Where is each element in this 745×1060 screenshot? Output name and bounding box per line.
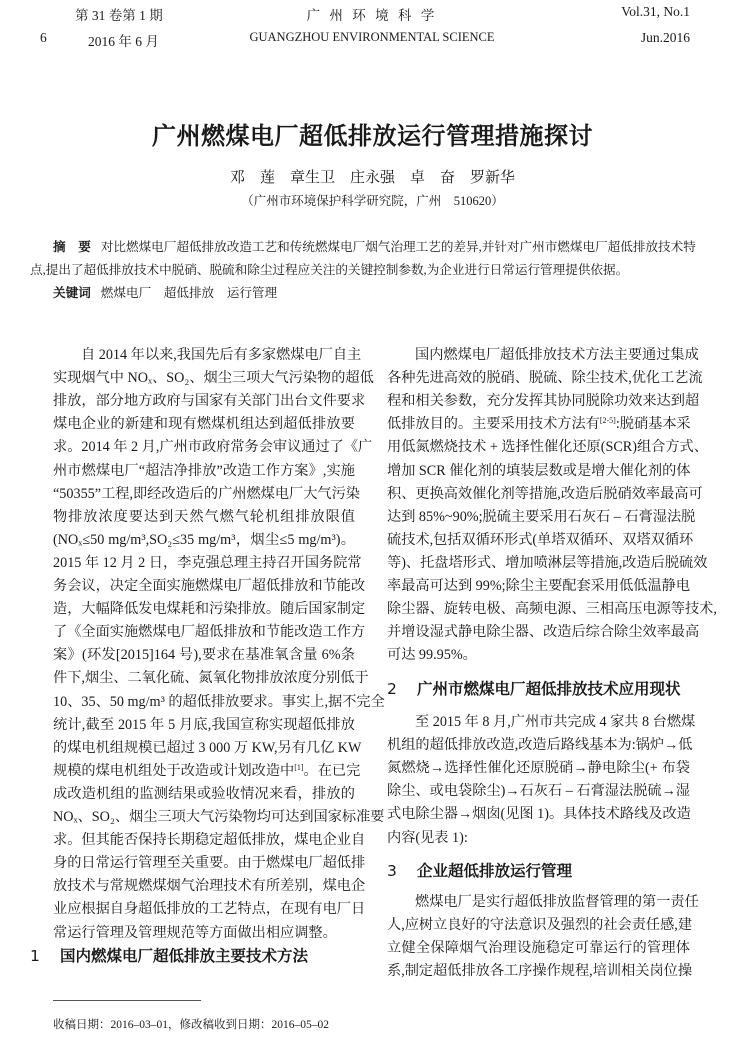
text-line: [387, 414, 690, 434]
line-text: 程和相关参数，充分发挥其协同脱除功效来达到超: [387, 393, 700, 410]
line-text: 常运行管理及管理规范等方面做出相应调整。: [53, 924, 337, 941]
line-text: 氮燃烧→选择性催化还原脱硝→静电除尘(+ 布袋: [387, 760, 690, 777]
line-text: 2015 年 12 月 2 日，李克强总理主持召开国务院常: [53, 554, 362, 571]
line-text: (NOₓ≤50 mg/m³,SO₂≤35 mg/m³，烟尘≤5 mg/m³)。: [53, 531, 355, 548]
text-line: [53, 738, 362, 758]
text-line: [53, 437, 373, 457]
section-title: 国内燃煤电厂超低排放主要技术方法: [60, 947, 309, 965]
abstract-text-1: 对比燃煤电厂超低排放改造工艺和传统燃煤电厂烟气治理工艺的差异,并针对广州市燃煤电厂超低排放技术特: [100, 240, 696, 254]
text-line: [53, 414, 355, 434]
issue-date-en: Jun.2016: [640, 30, 690, 45]
text-line: [387, 599, 717, 619]
line-text: 业应根据自身超低排放的工艺特点，在现有电厂日: [53, 901, 366, 918]
line-text: 增加 SCR 催化剂的填装层数或是增大催化剂的体: [387, 462, 691, 479]
line-text: 成改造机组的监测结果或验收情况来看，排放的: [53, 785, 355, 802]
text-line: [387, 437, 708, 457]
text-line: [387, 938, 690, 958]
line-text: 除尘、或电袋除尘)→石灰石 – 石膏湿法脱硫→湿: [387, 783, 690, 800]
section-1-heading: [30, 944, 308, 966]
text-line: [53, 830, 366, 850]
section-number: 2: [387, 680, 397, 698]
section-title: 企业超低排放运行管理: [417, 862, 573, 880]
line-text: 可达 99.95%。: [387, 647, 477, 664]
line-text: 立健全保障烟气治理设施稳定可靠运行的管理体: [387, 940, 690, 957]
line-text: :脱硝基本采: [615, 416, 691, 433]
line-text: 自 2014 年以来,我国先后有多家燃煤电厂自主: [81, 347, 362, 363]
line-text: 10、35、50 mg/m³ 的超低排放要求。事实上,据不完全: [53, 693, 385, 710]
text-line: [53, 923, 355, 943]
line-text: 机组的超低排放改造,改造后路线基本为:锅炉→低: [387, 737, 693, 754]
text-line: [387, 368, 703, 388]
text-line: [53, 807, 385, 827]
text-line: [387, 804, 690, 824]
footnote-divider: [53, 1000, 201, 1001]
abstract-label: 摘 要: [53, 239, 91, 254]
issue-info: 第 31 卷第 1 期: [75, 8, 163, 23]
text-line: [53, 553, 362, 573]
text-line: [387, 553, 708, 573]
authors: 邓 莲 章生卫 庄永强 卓 奋 罗新华: [229, 170, 515, 186]
citation-reference[interactable]: [1]: [294, 762, 304, 772]
line-text: 了《全面实施燃煤电厂超低排放和节能改造工作方: [53, 624, 366, 641]
section-number: 1: [30, 947, 40, 965]
line-text: 国内燃煤电厂超低排放技术方法主要通过集成: [415, 347, 699, 363]
section-title: 广州市燃煤电厂超低排放技术应用现状: [417, 680, 681, 698]
volume-info: Vol.31, No.1: [621, 4, 690, 19]
line-text: 内容(见表 1):: [387, 829, 468, 846]
line-text: 并增设湿式静电除尘器、改造后综合除尘效率最高: [387, 624, 700, 641]
text-line: [387, 576, 690, 596]
line-text: 等)、托盘塔形式、增加喷淋层等措施,改造后脱硫效: [387, 554, 708, 571]
text-line: [53, 876, 366, 896]
line-text: NOₓ、SO₂、烟尘三项大气污染物均可达到国家标准要: [53, 809, 385, 825]
text-line: [387, 828, 690, 848]
received-date-footnote: 收稿日期：2016–03–01，修改稿收到日期：2016–05–02: [53, 1019, 329, 1031]
line-text: 规模的煤电机组处于改造或计划改造中: [53, 762, 295, 779]
text-line: [53, 391, 366, 411]
section-number: 3: [387, 862, 397, 880]
text-line: [53, 784, 355, 804]
line-text: 求。但其能否保持长期稳定超低排放，煤电企业自: [53, 832, 366, 849]
text-line: [387, 530, 694, 550]
line-text: 人,应树立良好的守法意识及强烈的社会责任感,建: [387, 917, 693, 934]
line-text: 煤电企业的新建和现有燃煤机组达到超低排放要: [53, 416, 355, 433]
text-line: [53, 668, 369, 688]
line-text: 务会议，决定全面实施燃煤电厂超低排放和节能改: [53, 578, 366, 594]
line-text: 。在已完: [303, 762, 361, 779]
issue-date: 2016 年 6 月: [88, 34, 159, 49]
line-text: 低排放目的。主要采用技术方法有: [387, 416, 600, 433]
line-text: 案》(环发[2015]164 号),要求在基准氧含量 6%条: [53, 647, 355, 664]
text-line: [53, 645, 355, 665]
line-text: 统计,截至 2015 年 5 月底,我国宣称实现超低排放: [53, 716, 355, 733]
text-line: [53, 576, 366, 596]
text-line: [53, 692, 385, 712]
line-text: 各种先进高效的脱硝、脱硫、除尘技术,优化工艺流: [387, 370, 703, 387]
text-line: [387, 961, 693, 981]
line-text: 率最高可达到 99%;除尘主要配套采用低低温静电: [387, 578, 691, 594]
text-line: [53, 507, 355, 527]
text-line: [387, 735, 693, 755]
line-text: 式电除尘器→烟囱(见图 1)。具体技术路线及改造: [387, 806, 691, 823]
affiliation: （广州市环境保护科学研究院，广州 510620）: [241, 194, 504, 208]
line-text: 除尘器、旋转电极、高频电源、三相高压电源等技术,: [387, 601, 717, 618]
text-line: [387, 781, 690, 801]
text-line: [387, 915, 693, 935]
line-text: 排放，部分地方政府与国家有关部门出台文件要求: [53, 393, 366, 410]
text-line: [53, 484, 360, 504]
line-text: 身的日常运行管理至关重要。由于燃煤电厂超低排: [53, 855, 366, 872]
line-text: 件下,烟尘、二氧化硫、氮氧化物排放浓度分别低于: [53, 670, 369, 687]
line-text: 州市燃煤电厂“超洁净排放”改造工作方案》,实施: [53, 462, 355, 479]
line-text: 造，大幅降低发电煤耗和污染排放。随后国家制定: [53, 601, 366, 618]
text-line: [387, 484, 703, 504]
abstract-line-1: [53, 236, 696, 255]
line-text: 放技术与常规燃煤烟气治理技术有所差别，煤电企: [53, 878, 366, 895]
journal-name-en: GUANGZHOU ENVIRONMENTAL SCIENCE: [249, 30, 495, 44]
line-text: 燃煤电厂是实行超低排放监督管理的第一责任: [415, 894, 699, 910]
line-text: 求。2014 年 2 月,广州市政府常务会审议通过了《广: [53, 439, 373, 456]
text-line: [53, 761, 361, 781]
text-line: [387, 507, 696, 527]
page-number: 6: [40, 30, 47, 45]
paper-title: 广州燃煤电厂超低排放运行管理措施探讨: [152, 122, 593, 150]
journal-name-cn: 广 州 环 境 科 学: [306, 8, 438, 23]
text-line: [53, 853, 366, 873]
text-line: [387, 461, 690, 481]
abstract-text-2: 点,提出了超低排放技术中脱硝、脱硫和除尘过程应关注的关键控制参数,为企业进行日常运行管理提供依据。: [30, 263, 629, 277]
text-line: [387, 758, 690, 778]
text-line: [53, 368, 374, 388]
text-line: [53, 345, 362, 365]
line-text: “50355”工程,即经改造后的广州燃煤电厂大气污染: [53, 485, 360, 502]
text-line: [387, 622, 700, 642]
section-3-heading: [387, 859, 572, 881]
citation-reference[interactable]: [2-5]: [599, 416, 616, 426]
line-text: 达到 85%~90%;脱硫主要采用石灰石 – 石膏湿法脱: [387, 508, 696, 525]
text-line: [387, 892, 699, 912]
line-text: 系,制定超低排放各工序操作规程,培训相关岗位操: [387, 963, 693, 980]
line-text: 硫技术,包括双循环形式(单塔双循环、双塔双循环: [387, 531, 694, 548]
line-text: 实现烟气中 NOₓ、SO₂、烟尘三项大气污染物的超低: [53, 370, 374, 387]
keywords: [53, 282, 277, 301]
line-text: 至 2015 年 8 月,广州市共完成 4 家共 8 台燃煤: [415, 714, 696, 730]
keywords-text: 燃煤电厂 超低排放 运行管理: [100, 286, 278, 300]
text-line: [387, 391, 700, 411]
section-2-heading: [387, 677, 681, 699]
text-line: [53, 461, 355, 481]
text-line: [387, 712, 696, 732]
line-text: 用低氮燃烧技术 + 选择性催化还原(SCR)组合方式、: [387, 439, 708, 456]
line-text: 物排放浓度要达到天然气燃气轮机组排放限值: [53, 508, 355, 525]
line-text: 的煤电机组规模已超过 3 000 万 KW,另有几亿 KW: [53, 739, 362, 756]
text-line: [387, 645, 690, 665]
text-line: [53, 599, 366, 619]
text-line: [53, 899, 366, 919]
text-line: [53, 715, 355, 735]
text-line: [53, 530, 355, 550]
line-text: 积、更换高效催化剂等措施,改造后脱硝效率最高可: [387, 485, 703, 502]
text-line: [387, 345, 699, 365]
keywords-label: 关键词: [53, 285, 91, 300]
text-line: [53, 622, 366, 642]
